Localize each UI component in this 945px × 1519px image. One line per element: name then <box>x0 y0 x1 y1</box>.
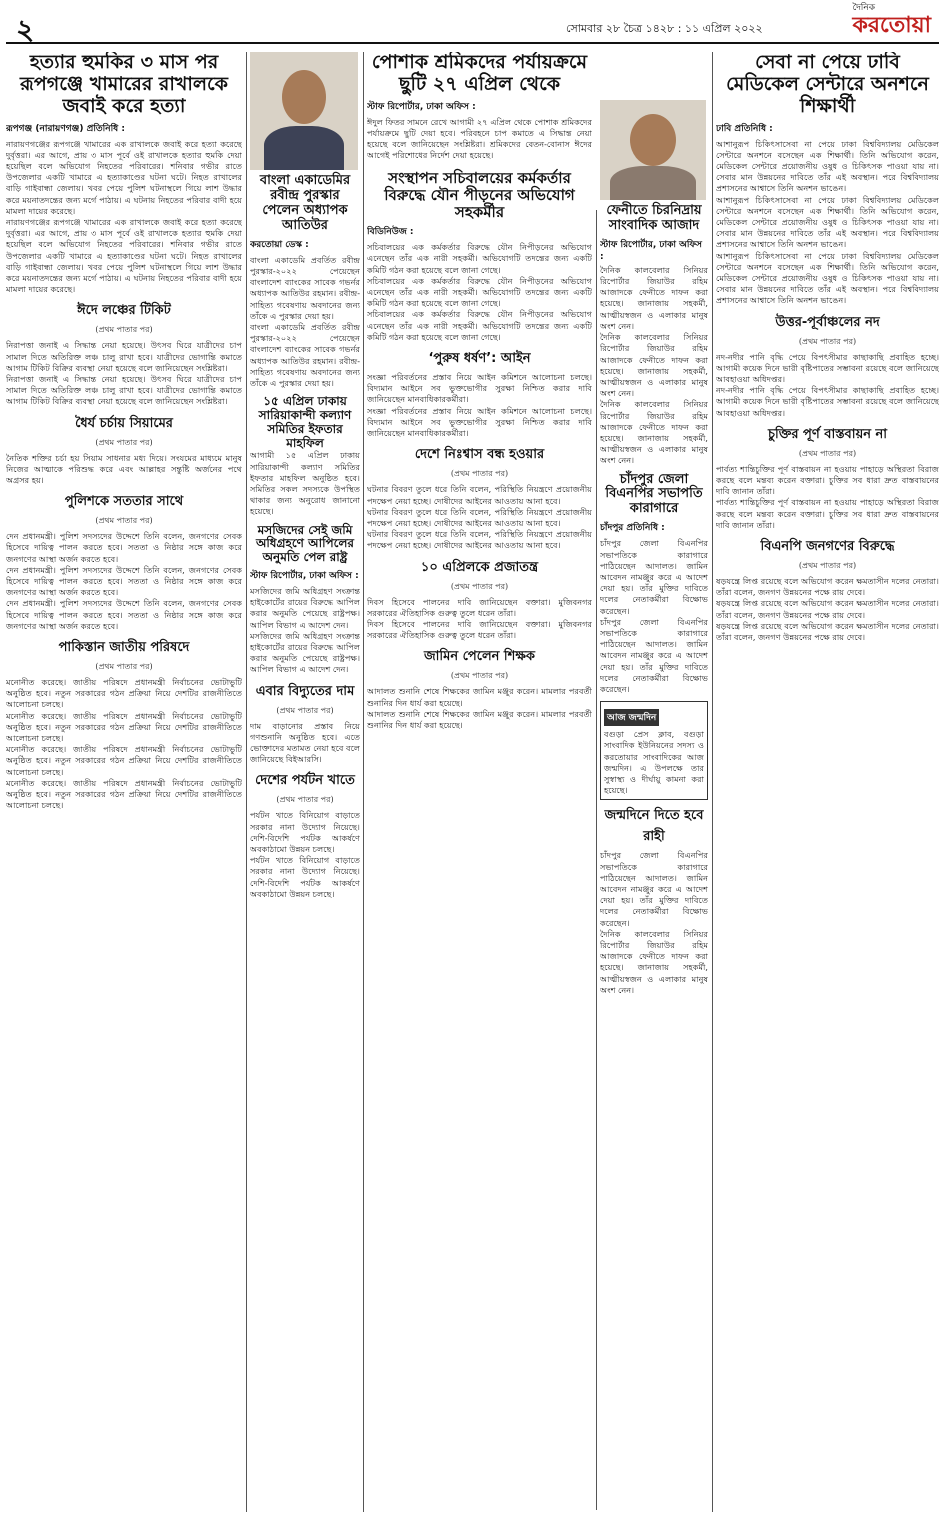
continuation-note: (প্রথম পাতার পর) <box>798 561 857 571</box>
article-body: চাঁদপুর জেলা বিএনপির সভাপতিকে কারাগারে পাঠিয়েছেন আদালত। জামিন আবেদন নামঞ্জুর করে এ আদেশ দেয়া হয়। তাঁর মুক্তির দাবিতে দলের নেতাকর্মীরা বিক্ষোভ করেছেন। <box>600 616 708 694</box>
article-body: পর্যটন খাতে বিনিয়োগ বাড়াতে সরকার নানা উদ্যোগ নিয়েছে। দেশি-বিদেশি পর্যটক আকর্ষণে অবকাঠামো উন্নয়ন চলছে। <box>250 855 360 899</box>
article-body: বগুড়া প্রেস ক্লাব, বগুড়া সাংবাদিক ইউনিয়নের সদস্য ও করতোয়ার সাংবাদিকের আজ জন্মদিন। এ উপলক্ষে তার সুস্বাস্থ্য ও দীর্ঘায়ু কামনা করা হয়েছে। <box>604 729 704 796</box>
masthead-small: দৈনিক <box>852 3 876 13</box>
article-body: আদালত শুনানি শেষে শিক্ষকের জামিন মঞ্জুর করেন। মামলার পরবর্তী শুনানির দিন ধার্য করা হয়েছে। <box>367 686 592 708</box>
article-body: দেন প্রধানমন্ত্রী। পুলিশ সদস্যদের উদ্দেশে তিনি বলেন, জনগণের সেবক হিসেবে দায়িত্ব পালন করতে হবে। সততা ও নিষ্ঠার সঙ্গে কাজ করে জনগণের আস্থা অর্জন করতে হবে। <box>6 598 242 631</box>
article-body: নিরাপত্তা জনাই এ সিদ্ধান্ত নেয়া হয়েছে। উৎসব ঘিরে যাত্রীদের চাপ সামাল দিতে অতিরিক্ত লঞ্চ চালু রাখা হবে। যাত্রীদের ভোগান্তি কমাতে আগাম টিকিট বিক্রির ব্যবস্থা নেয়া হয়েছে বলে জানিয়েছেন সংশ্লিষ্টরা। <box>6 340 242 373</box>
birthday-box <box>600 701 708 800</box>
article-body: দাম বাড়ানোর প্রস্তাব নিয়ে গণশুনানি অনুষ্ঠিত হবে। এতে ভোক্তাদের মতামত নেয়া হবে বলে জানিয়েছে বিইআরসি। <box>250 720 360 765</box>
article-headline: জন্মদিনে দিতে হবে রাহী <box>604 808 704 845</box>
shirt-shape <box>610 166 696 200</box>
article-body: ঘটনার বিবরণ তুলে ধরে তিনি বলেন, পরিস্থিতি নিয়ন্ত্রণে প্রয়োজনীয় পদক্ষেপ নেয়া হচ্ছে। দোষীদের আইনের আওতায় আনা হবে। <box>367 506 592 528</box>
lead-headline: পোশাক শ্রমিকদের পর্যায়ক্রমে ছুটি ২৭ এপ্রিল থেকে <box>371 52 588 95</box>
article-body: আগামী ১৫ এপ্রিল ঢাকায় সারিয়াকান্দী কল্যাণ সমিতির ইফতার মাহফিল অনুষ্ঠিত হবে। সমিতির সকল সদস্যকে উপস্থিত থাকার জন্য অনুরোধ জানানো হয়েছে। <box>250 450 360 517</box>
dateline: স্টাফ রিপোর্টার, ঢাকা অফিস : <box>367 101 476 112</box>
article-body: নৈতিক শক্তির চর্চা হয় সিয়াম সাধনার মধ্য দিয়ে। সংযমের মাধ্যমে মানুষ নিজের আত্মাকে পরিশুদ্ধ করে এবং আল্লাহর সন্তুষ্টি অর্জনের পথে অগ্রসর হয়। <box>6 452 242 485</box>
continuation-note: (প্রথম পাতার পর) <box>276 795 334 805</box>
article-body: সচিবালয়ের এক কর্মকর্তার বিরুদ্ধে যৌন নিপীড়নের অভিযোগ এনেছেন তাঁর এক নারী সহকর্মী। অভিযোগটি তদন্তের জন্য একটি কমিটি গঠন করা হয়েছে বলে জানা গেছে। <box>367 242 592 275</box>
article-headline: উত্তর-পূর্বাঞ্চলের নদ <box>775 314 880 330</box>
portrait-photo <box>600 100 706 200</box>
masthead <box>852 4 931 39</box>
article-body: ঘটনার বিবরণ তুলে ধরে তিনি বলেন, পরিস্থিতি নিয়ন্ত্রণে প্রয়োজনীয় পদক্ষেপ নেয়া হচ্ছে। দোষীদের আইনের আওতায় আনা হবে। <box>367 529 592 551</box>
column-1 <box>6 52 242 1512</box>
article-body: ষড়যন্ত্রে লিপ্ত রয়েছে বলে অভিযোগ করেন ক্ষমতাসীন দলের নেতারা। তাঁরা বলেন, জনগণ উন্নয়নের পক্ষে রায় দেবে। <box>716 576 939 598</box>
article-body: দিবস হিসেবে পালনের দাবি জানিয়েছেন বক্তারা। মুজিবনগর সরকারের ঐতিহাসিক গুরুত্ব তুলে ধরেন তাঁরা। <box>367 596 592 618</box>
article-body: নদ-নদীর পানি বৃদ্ধি পেয়ে বিপৎসীমার কাছাকাছি প্রবাহিত হচ্ছে। আগামী কয়েক দিনে ভারী বৃষ্টিপাতের সম্ভাবনা রয়েছে বলে জানিয়েছে আবহাওয়া অধিদপ্তর। <box>716 385 939 418</box>
article-headline: বিএনপি জনগণের বিরুদ্ধে <box>760 539 895 555</box>
page-number: ২ <box>16 13 35 46</box>
article-headline: দেশের পর্যটন খাতে <box>255 773 355 789</box>
column-rule <box>246 52 247 1512</box>
article-body: সচিবালয়ের এক কর্মকর্তার বিরুদ্ধে যৌন নিপীড়নের অভিযোগ এনেছেন তাঁর এক নারী সহকর্মী। অভিযোগটি তদন্তের জন্য একটি কমিটি গঠন করা হয়েছে বলে জানা গেছে। <box>367 309 592 342</box>
dateline: রূপগঞ্জ (নারায়ণগঞ্জ) প্রতিনিধি : <box>6 123 125 134</box>
continuation-note: (প্রথম পাতার পর) <box>276 705 334 715</box>
article-body: মনোনীত করেছে। জাতীয় পরিষদে প্রধানমন্ত্রী নির্বাচনের ভোটাভুটি অনুষ্ঠিত হবে। নতুন সরকারের গঠন প্রক্রিয়া নিয়ে দেশটির রাজনীতিতে আলোচনা চলছে। <box>6 677 242 710</box>
article-body: মনোনীত করেছে। জাতীয় পরিষদে প্রধানমন্ত্রী নির্বাচনের ভোটাভুটি অনুষ্ঠিত হবে। নতুন সরকারের গঠন প্রক্রিয়া নিয়ে দেশটির রাজনীতিতে আলোচনা চলছে। <box>6 777 242 811</box>
article-body: আশানুরূপ চিকিৎসাসেবা না পেয়ে ঢাকা বিশ্ববিদ্যালয় মেডিকেল সেন্টারে অনশনে বসেছেন এক শিক্ষার্থী। তিনি অভিযোগ করেন, মেডিকেল সেন্টারে প্রয়োজনীয় ওষুধ ও চিকিৎসক পাওয়া যায় না। সেবার মান উন্নয়নের দাবিতে তাঁর এই অবস্থান। পরে বিশ্ববিদ্যালয় প্রশাসনের আশ্বাসে তিনি অনশন ভাঙেন। <box>716 194 939 250</box>
masthead-title: করতোয়া <box>852 13 931 38</box>
dateline: বিডিনিউজ : <box>367 227 414 238</box>
article-body: সচিবালয়ের এক কর্মকর্তার বিরুদ্ধে যৌন নিপীড়নের অভিযোগ এনেছেন তাঁর এক নারী সহকর্মী। অভিযোগটি তদন্তের জন্য একটি কমিটি গঠন করা হয়েছে বলে জানা গেছে। <box>367 275 592 309</box>
column-5 <box>716 52 939 1512</box>
dateline: ঢাবি প্রতিনিধি : <box>716 123 773 134</box>
article-body: নিরাপত্তা জনাই এ সিদ্ধান্ত নেয়া হয়েছে। উৎসব ঘিরে যাত্রীদের চাপ সামাল দিতে অতিরিক্ত লঞ্চ চালু রাখা হবে। যাত্রীদের ভোগান্তি কমাতে আগাম টিকিট বিক্রির ব্যবস্থা নেয়া হয়েছে বলে জানিয়েছেন সংশ্লিষ্টরা। <box>6 373 242 407</box>
article-body: মনোনীত করেছে। জাতীয় পরিষদে প্রধানমন্ত্রী নির্বাচনের ভোটাভুটি অনুষ্ঠিত হবে। নতুন সরকারের গঠন প্রক্রিয়া নিয়ে দেশটির রাজনীতিতে আলোচনা চলছে। <box>6 710 242 744</box>
column-rule <box>712 52 713 1512</box>
portrait-photo <box>250 52 358 170</box>
article-body: মসজিদের জমি অধিগ্রহণ সংক্রান্ত হাইকোর্টের রায়ের বিরুদ্ধে আপিল করার অনুমতি পেয়েছে রাষ্ট্রপক্ষ। আপিল বিভাগ এ আদেশ দেন। <box>250 630 360 675</box>
article-headline: ঈদে লঞ্চের টিকিট <box>77 303 171 319</box>
article-body: নারায়ণগঞ্জের রূপগঞ্জে খামারের এক রাখালকে জবাই করে হত্যা করেছে দুর্বৃত্তরা। এর আগে, প্রায় ৩ মাস পূর্বে ওই রাখালকে হত্যার হুমকি দেয়া হয়েছিল বলে অভিযোগ নিহতের পরিবারের। শনিবার গভীর রাতে উপজেলার একটি খামারে এ হত্যাকাণ্ডের ঘটনা ঘটে। নিহত রাখালের বাড়ি গাইবান্ধা জেলায়। খবর পেয়ে পুলিশ ঘটনাস্থলে গিয়ে লাশ উদ্ধার করে ময়নাতদন্তের জন্য মর্গে পাঠায়। এ ঘটনায় নিহতের পরিবার বাদী হয়ে মামলা দায়ের করেছে। <box>6 216 242 295</box>
article-body: দেন প্রধানমন্ত্রী। পুলিশ সদস্যদের উদ্দেশে তিনি বলেন, জনগণের সেবক হিসেবে দায়িত্ব পালন করতে হবে। সততা ও নিষ্ঠার সঙ্গে কাজ করে জনগণের আস্থা অর্জন করতে হবে। <box>6 531 242 564</box>
article-body: ঘটনার বিবরণ তুলে ধরে তিনি বলেন, পরিস্থিতি নিয়ন্ত্রণে প্রয়োজনীয় পদক্ষেপ নেয়া হচ্ছে। দোষীদের আইনের আওতায় আনা হবে। <box>367 484 592 506</box>
continuation-note: (প্রথম পাতার পর) <box>450 671 509 681</box>
lead-headline: সেবা না পেয়ে ঢাবি মেডিকেল সেন্টারে অনশনে শিক্ষার্থী <box>726 52 929 117</box>
continuation-note: (প্রথম পাতার পর) <box>95 325 153 335</box>
continuation-note: (প্রথম পাতার পর) <box>450 469 509 479</box>
dateline: করতোয়া ডেস্ক : <box>250 239 309 250</box>
article-body: দিবস হিসেবে পালনের দাবি জানিয়েছেন বক্তারা। মুজিবনগর সরকারের ঐতিহাসিক গুরুত্ব তুলে ধরেন তাঁরা। <box>367 618 592 641</box>
article-body: নারায়ণগঞ্জের রূপগঞ্জে খামারের এক রাখালকে জবাই করে হত্যা করেছে দুর্বৃত্তরা। এর আগে, প্রায় ৩ মাস পূর্বে ওই রাখালকে হত্যার হুমকি দেয়া হয়েছিল বলে অভিযোগ নিহতের পরিবারের। শনিবার গভীর রাতে উপজেলার একটি খামারে এ হত্যাকাণ্ডের ঘটনা ঘটে। নিহত রাখালের বাড়ি গাইবান্ধা জেলায়। খবর পেয়ে পুলিশ ঘটনাস্থলে গিয়ে লাশ উদ্ধার করে ময়নাতদন্তের জন্য মর্গে পাঠায়। এ ঘটনায় নিহতের পরিবার বাদী হয়ে মামলা দায়ের করেছে। <box>6 138 242 216</box>
article-body: বাংলা একাডেমি প্রবর্তিত রবীন্দ্র পুরস্কার-২০২২ পেয়েছেন বাংলাদেশ ব্যাংকের সাবেক গভর্নর অধ্যাপক আতিউর রহমান। রবীন্দ্র-সাহিত্য গবেষণায় অবদানের জন্য তাঁকে এ পুরস্কার দেয়া হয়। <box>250 254 360 321</box>
article-body: দেন প্রধানমন্ত্রী। পুলিশ সদস্যদের উদ্দেশে তিনি বলেন, জনগণের সেবক হিসেবে দায়িত্ব পালন করতে হবে। সততা ও নিষ্ঠার সঙ্গে কাজ করে জনগণের আস্থা অর্জন করতে হবে। <box>6 564 242 598</box>
article-body: নদ-নদীর পানি বৃদ্ধি পেয়ে বিপৎসীমার কাছাকাছি প্রবাহিত হচ্ছে। আগামী কয়েক দিনে ভারী বৃষ্টিপাতের সম্ভাবনা রয়েছে বলে জানিয়েছে আবহাওয়া অধিদপ্তর। <box>716 351 939 384</box>
article-headline: দেশে নিঃশ্বাস বন্ধ হওয়ার <box>414 447 545 463</box>
article-body: আশানুরূপ চিকিৎসাসেবা না পেয়ে ঢাকা বিশ্ববিদ্যালয় মেডিকেল সেন্টারে অনশনে বসেছেন এক শিক্ষার্থী। তিনি অভিযোগ করেন, মেডিকেল সেন্টারে প্রয়োজনীয় ওষুধ ও চিকিৎসক পাওয়া যায় না। সেবার মান উন্নয়নের দাবিতে তাঁর এই অবস্থান। পরে বিশ্ববিদ্যালয় প্রশাসনের আশ্বাসে তিনি অনশন ভাঙেন। <box>716 250 939 306</box>
article-headline: এবার বিদ্যুতের দাম <box>255 683 355 699</box>
article-body: দৈনিক কালবেলার সিনিয়র রিপোর্টার জিয়াউর রহিম আজাদকে ফেনীতে দাফন করা হয়েছে। জানাজায় সহকর্মী, আত্মীয়স্বজন ও এলাকার মানুষ অংশ নেন। <box>600 332 708 399</box>
article-body: ঈদুল ফিতর সামনে রেখে আগামী ২৭ এপ্রিল থেকে পোশাক শ্রমিকদের পর্যায়ক্রমে ছুটি দেয়া হবে। পরিবহনে চাপ কমাতে এ সিদ্ধান্ত নেয়া হয়েছে বলে জানিয়েছেন সংশ্লিষ্টরা। শ্রমিকদের বেতন-বোনাস ঈদের আগেই পরিশোধের নির্দেশ দেয়া হয়েছে। <box>367 116 592 161</box>
article-body: চাঁদপুর জেলা বিএনপির সভাপতিকে কারাগারে পাঠিয়েছেন আদালত। জামিন আবেদন নামঞ্জুর করে এ আদেশ দেয়া হয়। তাঁর মুক্তির দাবিতে দলের নেতাকর্মীরা বিক্ষোভ করেছেন। <box>600 850 708 928</box>
article-body: দৈনিক কালবেলার সিনিয়র রিপোর্টার জিয়াউর রহিম আজাদকে ফেনীতে দাফন করা হয়েছে। জানাজায় সহকর্মী, আত্মীয়স্বজন ও এলাকার মানুষ অংশ নেন। <box>600 264 708 331</box>
article-body: সংজ্ঞা পরিবর্তনের প্রস্তাব নিয়ে আইন কমিশনে আলোচনা চলছে। বিদ্যমান আইনে সব ভুক্তভোগীর সুরক্ষা নিশ্চিত করার দাবি জানিয়েছেন মানবাধিকারকর্মীরা। <box>367 372 592 405</box>
article-headline: পুলিশকে সততার সাথে <box>64 494 184 510</box>
article-body: বাংলা একাডেমি প্রবর্তিত রবীন্দ্র পুরস্কার-২০২২ পেয়েছেন বাংলাদেশ ব্যাংকের সাবেক গভর্নর অধ্যাপক আতিউর রহমান। রবীন্দ্র-সাহিত্য গবেষণায় অবদানের জন্য তাঁকে এ পুরস্কার দেয়া হয়। <box>250 321 360 388</box>
continuation-note: (প্রথম পাতার পর) <box>95 437 153 447</box>
column-3 <box>367 52 592 1512</box>
article-headline: ধৈর্য চর্চায় সিয়ামের <box>75 415 173 431</box>
article-body: চাঁদপুর জেলা বিএনপির সভাপতিকে কারাগারে পাঠিয়েছেন আদালত। জামিন আবেদন নামঞ্জুর করে এ আদেশ দেয়া হয়। তাঁর মুক্তির দাবিতে দলের নেতাকর্মীরা বিক্ষোভ করেছেন। <box>600 538 708 616</box>
article-headline: সংস্থাপন সচিবালয়ের কর্মকর্তার বিরুদ্ধে যৌন পীড়নের অভিযোগ সহকর্মীর <box>384 168 575 221</box>
article-headline: ফেনীতে চিরনিদ্রায় সাংবাদিক আজাদ <box>606 203 702 233</box>
page-header <box>6 4 939 44</box>
shirt-shape <box>264 126 344 170</box>
article-headline: ‘পুরুষ ধর্ষণ’: আইন <box>428 351 531 367</box>
article-body: দৈনিক কালবেলার সিনিয়র রিপোর্টার জিয়াউর রহিম আজাদকে ফেনীতে দাফন করা হয়েছে। জানাজায় সহকর্মী, আত্মীয়স্বজন ও এলাকার মানুষ অংশ নেন। <box>600 928 708 995</box>
article-body: ষড়যন্ত্রে লিপ্ত রয়েছে বলে অভিযোগ করেন ক্ষমতাসীন দলের নেতারা। তাঁরা বলেন, জনগণ উন্নয়নের পক্ষে রায় দেবে। <box>716 598 939 620</box>
article-body: সংজ্ঞা পরিবর্তনের প্রস্তাব নিয়ে আইন কমিশনে আলোচনা চলছে। বিদ্যমান আইনে সব ভুক্তভোগীর সুরক্ষা নিশ্চিত করার দাবি জানিয়েছেন মানবাধিকারকর্মীরা। <box>367 405 592 439</box>
column-2 <box>250 52 360 1512</box>
article-body: পর্যটন খাতে বিনিয়োগ বাড়াতে সরকার নানা উদ্যোগ নিয়েছে। দেশি-বিদেশি পর্যটক আকর্ষণে অবকাঠামো উন্নয়ন চলছে। <box>250 810 360 855</box>
article-body: মনোনীত করেছে। জাতীয় পরিষদে প্রধানমন্ত্রী নির্বাচনের ভোটাভুটি অনুষ্ঠিত হবে। নতুন সরকারের গঠন প্রক্রিয়া নিয়ে দেশটির রাজনীতিতে আলোচনা চলছে। <box>6 744 242 777</box>
face-shape <box>282 70 326 124</box>
date-line: সোমবার ২৮ চৈত্র ১৪২৮ : ১১ এপ্রিল ২০২২ <box>566 22 763 35</box>
column-4 <box>600 100 708 1510</box>
article-headline: চাঁদপুর জেলা বিএনপির সভাপতি কারাগারে <box>605 471 703 517</box>
article-body: আদালত শুনানি শেষে শিক্ষকের জামিন মঞ্জুর করেন। মামলার পরবর্তী শুনানির দিন ধার্য করা হয়েছে। <box>367 708 592 730</box>
dateline: স্টাফ রিপোর্টার, ঢাকা অফিস : <box>250 570 359 581</box>
article-body: দৈনিক কালবেলার সিনিয়র রিপোর্টার জিয়াউর রহিম আজাদকে ফেনীতে দাফন করা হয়েছে। জানাজায় সহকর্মী, আত্মীয়স্বজন ও এলাকার মানুষ অংশ নেন। <box>600 399 708 466</box>
continuation-note: (প্রথম পাতার পর) <box>95 662 153 672</box>
continuation-note: (প্রথম পাতার পর) <box>798 448 857 458</box>
article-headline: চুক্তির পূর্ণ বাস্তবায়ন না <box>767 426 888 442</box>
article-body: পার্বত্য শান্তিচুক্তির পূর্ণ বাস্তবায়ন না হওয়ায় পাহাড়ে অস্থিরতা বিরাজ করছে বলে মন্তব্য করেন বক্তারা। চুক্তির সব ধারা দ্রুত বাস্তবায়নের দাবি জানান তাঁরা। <box>716 497 939 530</box>
article-headline: পাকিস্তান জাতীয় পরিষদে <box>58 640 190 656</box>
article-body: আশানুরূপ চিকিৎসাসেবা না পেয়ে ঢাকা বিশ্ববিদ্যালয় মেডিকেল সেন্টারে অনশনে বসেছেন এক শিক্ষার্থী। তিনি অভিযোগ করেন, মেডিকেল সেন্টারে প্রয়োজনীয় ওষুধ ও চিকিৎসক পাওয়া যায় না। সেবার মান উন্নয়নের দাবিতে তাঁর এই অবস্থান। পরে বিশ্ববিদ্যালয় প্রশাসনের আশ্বাসে তিনি অনশন ভাঙেন। <box>716 138 939 194</box>
article-body: পার্বত্য শান্তিচুক্তির পূর্ণ বাস্তবায়ন না হওয়ায় পাহাড়ে অস্থিরতা বিরাজ করছে বলে মন্তব্য করেন বক্তারা। চুক্তির সব ধারা দ্রুত বাস্তবায়নের দাবি জানান তাঁরা। <box>716 463 939 497</box>
article-body: মসজিদের জমি অধিগ্রহণ সংক্রান্ত হাইকোর্টের রায়ের বিরুদ্ধে আপিল করার অনুমতি পেয়েছে রাষ্ট্রপক্ষ। আপিল বিভাগ এ আদেশ দেন। <box>250 585 360 630</box>
lead-headline: হত্যার হুমকির ৩ মাস পর রূপগঞ্জে খামারের রাখালকে জবাই করে হত্যা <box>20 52 228 117</box>
continuation-note: (প্রথম পাতার পর) <box>450 581 509 591</box>
dateline: চাঁদপুর প্রতিনিধি : <box>600 523 665 534</box>
continuation-note: (প্রথম পাতার পর) <box>95 516 153 526</box>
article-headline: বাংলা একাডেমির রবীন্দ্র পুরস্কার পেলেন অধ্যাপক আতিউর <box>259 173 351 233</box>
continuation-note: (প্রথম পাতার পর) <box>798 336 857 346</box>
column-rule <box>596 210 597 1510</box>
article-headline: মসজিদের সেই জমি অধিগ্রহণে আপিলের অনুমতি পেল রাষ্ট্র <box>255 522 355 565</box>
face-shape <box>630 114 676 166</box>
dateline: স্টাফ রিপোর্টার, ঢাকা অফিস : <box>600 239 702 262</box>
article-headline: ১০ এপ্রিলকে প্রজাতন্ত্র <box>420 559 539 575</box>
column-rule <box>363 52 364 1512</box>
article-body: ষড়যন্ত্রে লিপ্ত রয়েছে বলে অভিযোগ করেন ক্ষমতাসীন দলের নেতারা। তাঁরা বলেন, জনগণ উন্নয়নের পক্ষে রায় দেবে। <box>716 620 939 643</box>
article-headline: ১৫ এপ্রিল ঢাকায় সারিয়াকান্দী কল্যাণ সমিতির ইফতার মাহফিল <box>258 394 352 450</box>
article-headline: জামিন পেলেন শিক্ষক <box>424 649 535 665</box>
birthday-label: আজ জন্মদিন <box>604 709 659 726</box>
